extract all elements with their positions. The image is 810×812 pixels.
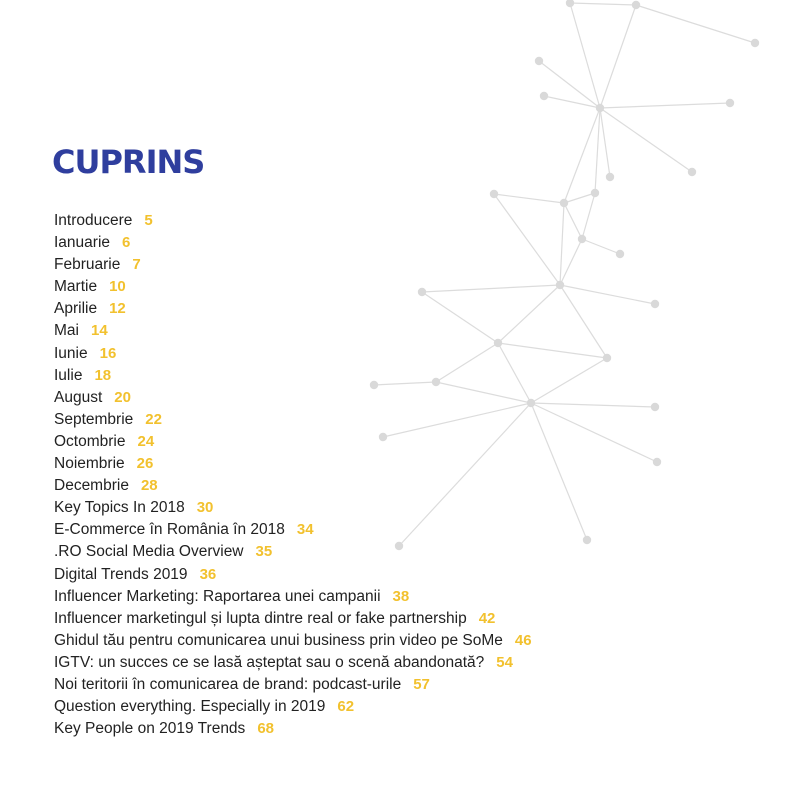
toc-page-number: 14 xyxy=(90,322,108,340)
toc-entry[interactable] xyxy=(54,519,532,541)
network-edge xyxy=(564,193,595,203)
toc-entry[interactable] xyxy=(54,343,532,365)
toc-entry[interactable] xyxy=(54,276,532,298)
toc-page-number: 54 xyxy=(496,653,513,671)
toc-page-number: 24 xyxy=(137,432,155,450)
toc-entry-label: Martie xyxy=(54,278,98,296)
network-edge xyxy=(600,103,730,108)
toc-entry-label: Iulie xyxy=(54,366,83,384)
network-node xyxy=(651,403,659,411)
network-node xyxy=(651,300,659,308)
toc-entry[interactable] xyxy=(54,696,532,718)
network-node xyxy=(616,250,624,258)
network-edge xyxy=(570,3,600,108)
toc-page-number: 12 xyxy=(109,300,126,318)
toc-entry-label: August xyxy=(54,388,103,406)
toc-page-number: 35 xyxy=(255,543,273,561)
network-edge xyxy=(636,5,755,43)
toc-entry-label: Mai xyxy=(54,322,79,340)
table-of-contents xyxy=(54,210,532,740)
toc-entry-label: Noi teritorii în comunicarea de brand: podcast-urile xyxy=(54,675,402,693)
toc-entry-label: Introducere xyxy=(54,212,133,229)
network-edge xyxy=(570,3,636,5)
toc-entry-label: Question everything. Especially in 2019 xyxy=(54,698,326,716)
toc-entry-label: Influencer marketingul și lupta dintre real or fake partnership xyxy=(54,609,467,627)
network-edge xyxy=(564,203,582,239)
toc-entry[interactable] xyxy=(54,652,532,674)
toc-entry[interactable] xyxy=(54,409,532,431)
toc-entry[interactable] xyxy=(54,320,532,342)
network-node xyxy=(596,104,604,112)
toc-page-number: 38 xyxy=(392,587,410,605)
toc-page-number: 36 xyxy=(199,565,217,583)
network-node xyxy=(540,92,548,100)
toc-entry-label: Key People on 2019 Trends xyxy=(54,720,246,738)
toc-entry-label: Aprilie xyxy=(54,300,98,318)
toc-entry-label: Ghidul tău pentru comunicarea unui business prin video pe SoMe xyxy=(54,631,503,649)
network-edge xyxy=(582,239,620,254)
network-node xyxy=(583,536,591,544)
toc-page-number: 68 xyxy=(257,720,274,738)
network-edge xyxy=(531,403,587,540)
network-node xyxy=(535,57,543,65)
toc-entry[interactable] xyxy=(54,298,532,320)
toc-entry[interactable] xyxy=(54,431,532,453)
page-title: CUPRINS xyxy=(52,143,205,181)
network-edge xyxy=(600,5,636,108)
toc-page-number: 46 xyxy=(514,631,532,649)
network-edge xyxy=(582,193,595,239)
toc-entry[interactable] xyxy=(54,210,532,232)
toc-page-number: 28 xyxy=(140,477,158,495)
network-edge xyxy=(531,358,607,403)
network-edge xyxy=(560,239,582,285)
toc-entry[interactable] xyxy=(54,541,532,563)
toc-entry[interactable] xyxy=(54,365,532,387)
toc-page-number: 10 xyxy=(109,278,126,296)
toc-entry[interactable] xyxy=(54,564,532,586)
toc-page-number: 22 xyxy=(145,410,162,428)
toc-entry[interactable] xyxy=(54,475,532,497)
toc-entry-label: Iunie xyxy=(54,344,88,362)
toc-page-number: 26 xyxy=(136,455,154,473)
network-edge xyxy=(531,403,655,407)
network-node xyxy=(578,235,586,243)
network-node xyxy=(560,199,568,207)
toc-page-number: 57 xyxy=(413,675,430,693)
toc-page-number: 62 xyxy=(337,698,355,716)
toc-entry[interactable] xyxy=(54,453,532,475)
toc-entry[interactable] xyxy=(54,497,532,519)
toc-entry-label: Februarie xyxy=(54,256,121,274)
toc-entry-label: Ianuarie xyxy=(54,234,111,252)
toc-entry[interactable] xyxy=(54,718,532,740)
toc-page-number: 34 xyxy=(296,521,314,539)
network-edge xyxy=(564,108,600,203)
toc-entry-label: Octombrie xyxy=(54,432,126,450)
toc-page-number: 42 xyxy=(478,609,496,627)
network-edge xyxy=(600,108,692,172)
toc-entry[interactable] xyxy=(54,232,532,254)
toc-page-number: 16 xyxy=(99,344,117,362)
toc-page-number: 6 xyxy=(122,234,131,252)
toc-entry-label: Decembrie xyxy=(54,477,129,495)
toc-page-number: 18 xyxy=(94,366,112,384)
network-edge xyxy=(560,285,655,304)
network-edge xyxy=(531,403,657,462)
network-edge xyxy=(560,203,564,285)
network-node xyxy=(688,168,696,176)
network-node xyxy=(653,458,661,466)
network-edge xyxy=(560,285,607,358)
network-node xyxy=(632,1,640,9)
toc-entry-label: Digital Trends 2019 xyxy=(54,565,188,583)
toc-entry-label: Key Topics In 2018 xyxy=(54,499,185,517)
network-edge xyxy=(600,108,610,177)
network-edge xyxy=(494,194,564,203)
network-node xyxy=(556,281,564,289)
toc-page-number: 7 xyxy=(132,256,141,274)
network-node xyxy=(606,173,614,181)
toc-entry[interactable] xyxy=(54,630,532,652)
network-node xyxy=(591,189,599,197)
toc-entry[interactable] xyxy=(54,674,532,696)
toc-entry[interactable] xyxy=(54,608,532,630)
network-node xyxy=(566,0,574,7)
toc-entry[interactable] xyxy=(54,586,532,608)
network-node xyxy=(490,190,498,198)
network-node xyxy=(726,99,734,107)
toc-entry[interactable] xyxy=(54,254,532,276)
toc-page-number: 5 xyxy=(144,212,153,229)
toc-entry-label: Septembrie xyxy=(54,410,134,428)
toc-entry-label: Noiembrie xyxy=(54,455,125,473)
network-node xyxy=(751,39,759,47)
network-node xyxy=(603,354,611,362)
toc-entry-label: E-Commerce în România în 2018 xyxy=(54,521,285,539)
toc-page-number: 30 xyxy=(196,499,214,517)
toc-page-number: 20 xyxy=(114,388,131,406)
toc-entry-label: IGTV: un succes ce se lasă așteptat sau o scenă abandonată? xyxy=(54,653,485,671)
toc-entry-label: .RO Social Media Overview xyxy=(54,543,244,561)
toc-entry-label: Influencer Marketing: Raportarea unei campanii xyxy=(54,587,381,605)
toc-entry[interactable] xyxy=(54,387,532,409)
